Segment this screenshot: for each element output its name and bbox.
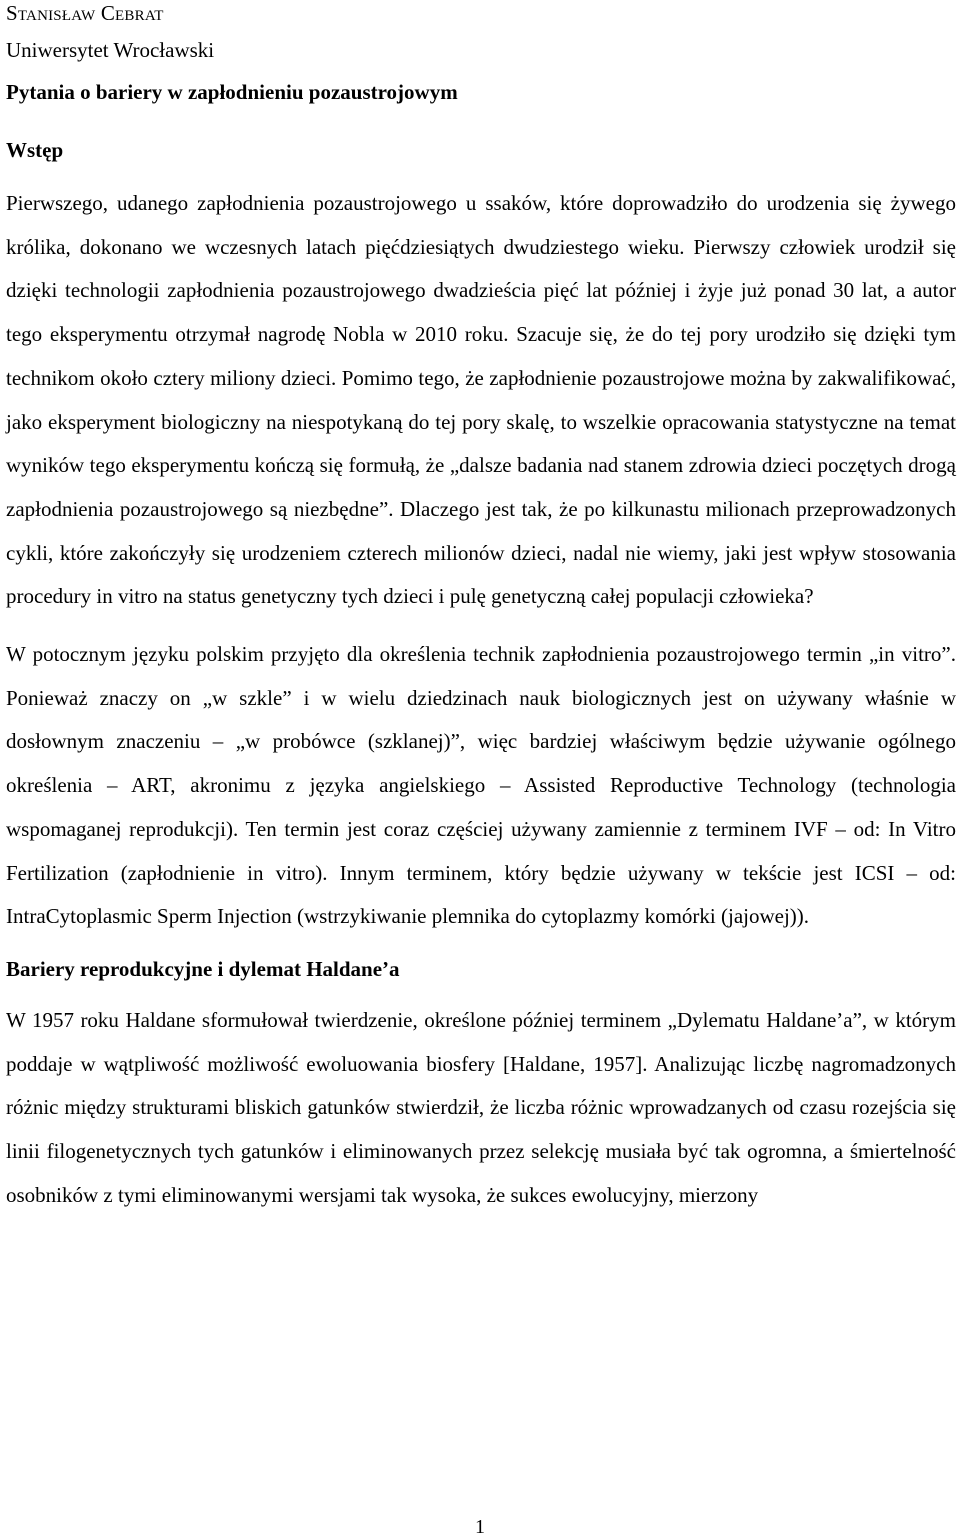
page-number: 1 [475,1516,485,1538]
author-affiliation: Uniwersytet Wrocławski [6,38,215,62]
section-heading-barriers: Bariery reprodukcyjne i dylemat Haldane’a [6,956,400,981]
paragraph: W 1957 roku Haldane sformułował twierdzenie, określone później terminem „Dylematu Haldane’a”, w którym poddaje w wątpliwość możliwość ewoluowania biosfery [Haldane, 1957]. Analizując liczbę nagromadzonych różnic między strukturami bliskich gatunków stwierdził, że liczba różnic wprowadzanych od czasu rozejścia się linii filogenetycznych tych gatunków i eliminowanych przez selekcję musiała być tak ogromna, a śmiertelność osobników z tymi eliminowanymi wersjami tak wysoka, że sukces ewolucyjny, mierzony [6,1007,956,1207]
section-heading-intro: Wstęp [6,138,64,162]
paragraph: W potocznym języku polskim przyjęto dla określenia technik zapłodnienia pozaustrojowego termin „in vitro”. Ponieważ znaczy on „w szkle” i w wielu dziedzinach nauk biologicznych jest on używany właśnie w dosłownym znaczeniu – „w probówce (szklanej)”, więc bardziej właściwym będzie używanie ogólnego określenia – ART, akronimu z języka angielskiego – Assisted Reproductive Technology (technologia wspomaganej reprodukcji). Ten termin jest coraz częściej używany zamiennie z terminem IVF – od: In Vitro Fertilization (zapłodnienie in vitro). Innym terminem, który będzie używany w tekście jest ICSI – od: IntraCytoplasmic Sperm Injection (wstrzykiwanie plemnika do cytoplazmy komórki (jajowej)). [6,642,956,929]
document-page [6,0,956,1538]
paragraph: Pierwszego, udanego zapłodnienia pozaustrojowego u ssaków, które doprowadziło do urodzenia się żywego królika, dokonano we wczesnych latach pięćdziesiątych dwudziestego wieku. Pierwszy człowiek urodził się dzięki technologii zapłodnienia pozaustrojowego dwadzieścia pięć lat później i żyje już ponad 30 lat, a autor tego eksperymentu otrzymał nagrodę Nobla w 2010 roku. Szacuje się, że do tej pory urodziło się dzięki tym technikom około cztery miliony dzieci. Pomimo tego, że zapłodnienie pozaustrojowe można by zakwalifikować, jako eksperyment biologiczny na niespotykaną do tej pory skalę, to wszelkie opracowania statystyczne na temat wyników tego eksperymentu kończą się formułą, że „dalsze badania nad stanem zdrowia dzieci poczętych drogą zapłodnienia pozaustrojowego są niezbędne”. Dlaczego jest tak, że po kilkunastu milionach przeprowadzonych cykli, które zakończyły się urodzeniem czterech milionów dzieci, nadal nie wiemy, jaki jest wpływ stosowania procedury in vitro na status genetyczny tych dzieci i pulę genetyczną całej populacji człowieka? [6,191,956,609]
author-name: Stanisław Cebrat [6,1,164,25]
paper-title: Pytania o bariery w zapłodnieniu pozaustrojowym [6,80,458,104]
